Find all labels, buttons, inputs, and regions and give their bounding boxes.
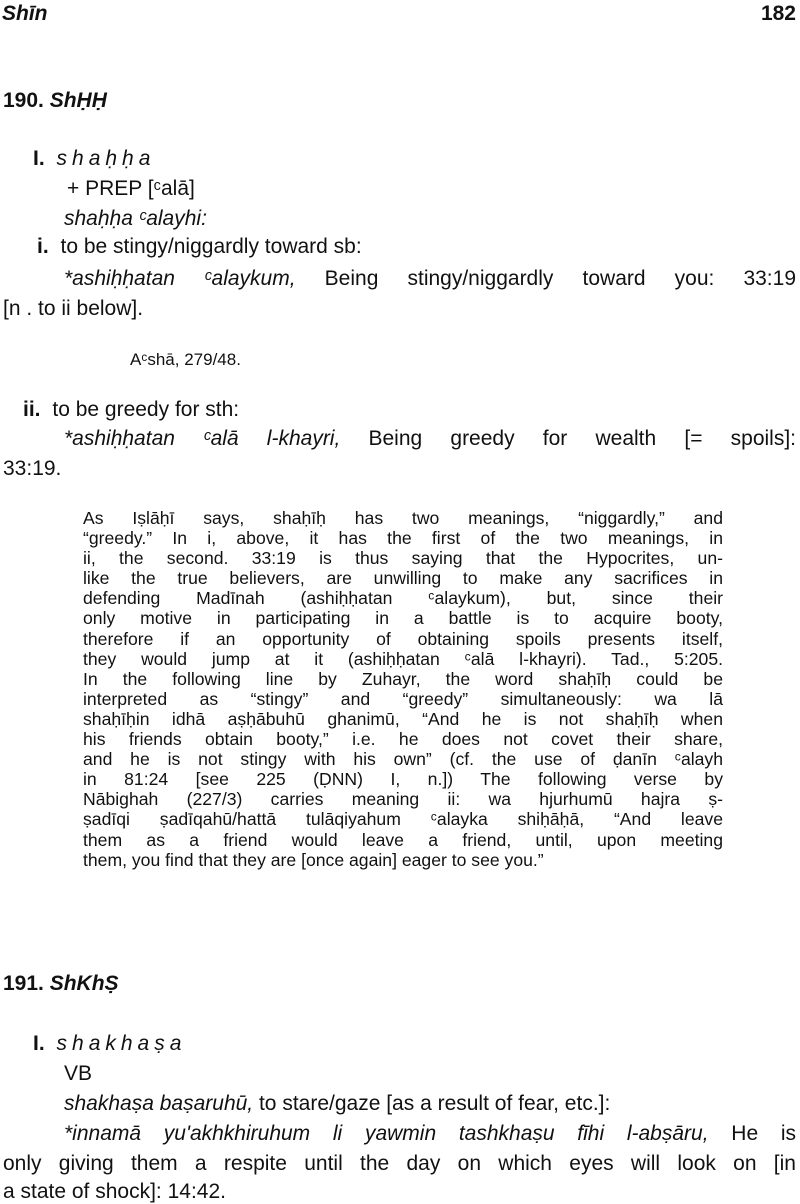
note-line: As Iṣlāḥī says, shaḥīḥ has two meanings, “niggardly,” and bbox=[83, 508, 723, 528]
sense-gloss: to be stingy/niggardly toward sb: bbox=[60, 235, 362, 258]
example-arabic: *ashiḥḥatan ᶜalaykum, bbox=[64, 267, 296, 290]
sense-marker: i. bbox=[37, 235, 49, 258]
pos-label: VB bbox=[64, 1062, 93, 1085]
note-line: defending Madīnah (ashiḥḥatan ᶜalaykum), but, since their bbox=[83, 588, 723, 609]
note-line: like the true believers, are unwilling to make any sacrifices in bbox=[83, 568, 723, 589]
running-head-section: Shīn bbox=[2, 2, 48, 25]
example-line bbox=[64, 267, 796, 291]
note-line: ii, the second. 33:19 is thus saying that the Hypocrites, un- bbox=[83, 548, 723, 569]
sense-gloss: to be greedy for sth: bbox=[52, 398, 240, 421]
example-continuation: a state of shock]: 14:42. bbox=[3, 1180, 226, 1203]
note-line: shaḥīḥin idhā aṣḥābuhū ghanimū, “And he is not shaḥīḥ when bbox=[83, 708, 723, 729]
form-line bbox=[33, 1032, 186, 1056]
note-line: they would jump at it (ashiḥḥatan ᶜalā l-khayri). Tad., 5:205. bbox=[83, 648, 723, 669]
sense-ii bbox=[23, 398, 239, 422]
note-line: ṣadīqi ṣadīqahū/hattā tulāqiyahum ᶜalayka shiḥāḥā, “And leave bbox=[83, 809, 723, 830]
example-translation: He is bbox=[708, 1122, 797, 1145]
entry-root: ShKhṢ bbox=[49, 972, 119, 995]
entry-190-heading bbox=[3, 89, 107, 113]
example-translation: Being greedy for wealth [= spoils]: bbox=[340, 427, 796, 450]
example-continuation: [n . to ii below]. bbox=[3, 297, 144, 320]
entry-root: ShḤḤ bbox=[49, 89, 107, 112]
note-line: them, you find that they are [once again] eager to see you.” bbox=[83, 849, 544, 870]
phrase-gloss: to stare/gaze [as a result of fear, etc.]: bbox=[253, 1092, 611, 1115]
note-line: interpreted as “stingy” and “greedy” simultaneously: wa lā bbox=[83, 688, 723, 709]
example-continuation: 33:19. bbox=[3, 457, 62, 480]
sense-marker: ii. bbox=[23, 398, 41, 421]
form-numeral: I. bbox=[33, 147, 45, 170]
prep-label: + PREP [ᶜalā] bbox=[67, 177, 195, 200]
example-arabic: *ashiḥḥatan ᶜalā l-khayri, bbox=[64, 427, 341, 450]
example-translation: Being stingy/niggardly toward you: 33:19 bbox=[295, 267, 796, 290]
citation: Aᶜshā, 279/48. bbox=[130, 350, 241, 369]
note-line: his friends obtain booty,” i.e. he does not covet their share, bbox=[83, 729, 723, 750]
note-line: “greedy.” In i, above, it has the first of the two meanings, in bbox=[83, 528, 723, 549]
verb-headword: shaḥḥa bbox=[56, 147, 156, 170]
note-line: them as a friend would leave a friend, until, upon meeting bbox=[83, 829, 723, 850]
pattern: shaḥḥa ᶜalayhi: bbox=[64, 207, 207, 230]
note-line: therefore if an opportunity of obtaining spoils presents itself, bbox=[83, 628, 723, 649]
verb-headword: shakhaṣa bbox=[56, 1032, 187, 1055]
phrase-line bbox=[64, 1092, 610, 1116]
form-line bbox=[33, 147, 155, 171]
note-line: Nābighah (227/3) carries meaning ii: wa hjurhumū hajra ṣ- bbox=[83, 789, 723, 810]
commentary-note bbox=[83, 508, 723, 870]
example-line bbox=[64, 427, 796, 451]
entry-191-heading bbox=[3, 972, 119, 996]
sense-i bbox=[37, 235, 362, 259]
example-continuation: only giving them a respite until the day on which eyes will look on [in bbox=[3, 1152, 796, 1175]
note-line: only motive in participating in a battle is to acquire booty, bbox=[83, 608, 723, 629]
example-arabic: *innamā yu'akhkhiruhum li yawmin tashkhaṣu fīhi l-abṣāru, bbox=[64, 1122, 709, 1145]
page-number: 182 bbox=[760, 2, 796, 25]
phrase-arabic: shakhaṣa baṣaruhū, bbox=[64, 1092, 254, 1115]
entry-number: 190. bbox=[3, 89, 44, 112]
form-numeral: I. bbox=[33, 1032, 45, 1055]
note-line: In the following line by Zuhayr, the word shaḥīḥ could be bbox=[83, 668, 723, 689]
note-line: in 81:24 [see 225 (ḌNN) I, n.]) The following verse by bbox=[83, 769, 723, 790]
note-line: and he is not stingy with his own” (cf. the use of ḍanīn ᶜalayh bbox=[83, 749, 723, 770]
entry-number: 191. bbox=[3, 972, 44, 995]
example-line bbox=[64, 1122, 796, 1146]
